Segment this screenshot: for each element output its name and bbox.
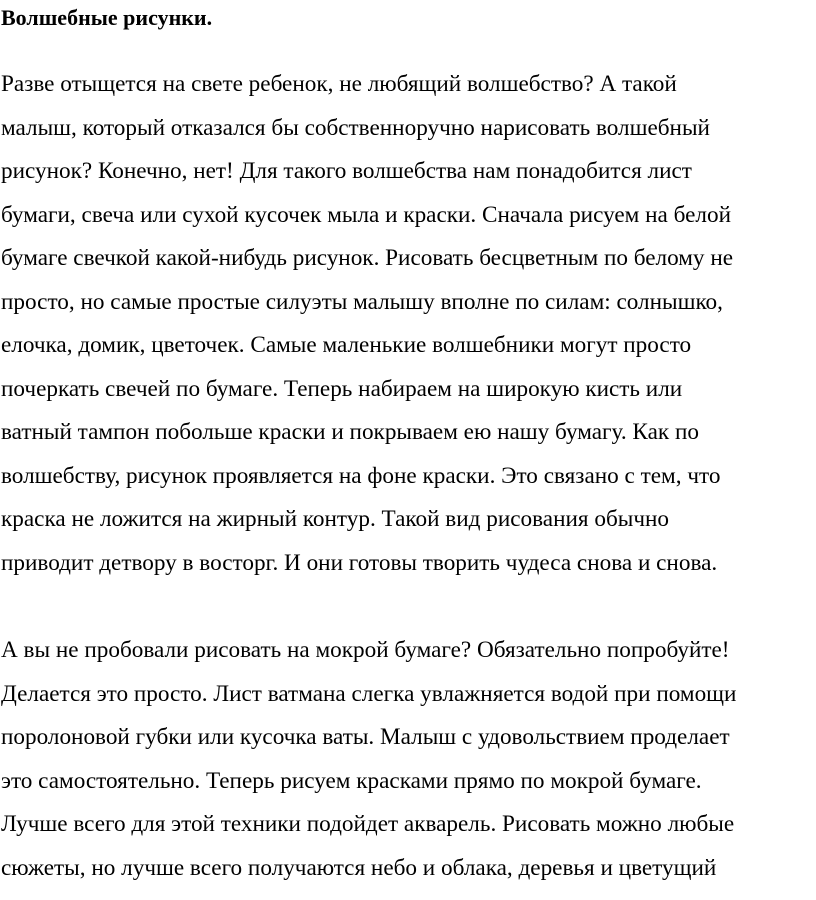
text-line: бумаге свечкой какой-нибудь рисунок. Рисовать бесцветным по белому не [1, 245, 734, 271]
text-line: Лучше всего для этой техники подойдет акварель. Рисовать можно любые [1, 811, 735, 837]
document-title: Волшебные рисунки. [1, 5, 213, 30]
text-line: Разве отыщется на свете ребенок, не любящий волшебство? А такой [1, 71, 677, 97]
text-line: А вы не пробовали рисовать на мокрой бумаге? Обязательно попробуйте! [1, 637, 730, 663]
text-line: рисунок? Конечно, нет! Для такого волшебства нам понадобится лист [1, 158, 692, 184]
text-line: бумаги, свеча или сухой кусочек мыла и краски. Сначала рисуем на белой [1, 201, 731, 228]
text-line: сюжеты, но лучше всего получаются небо и облака, деревья и цветущий [1, 854, 717, 881]
text-line: просто, но самые простые силуэты малышу вполне по силам: солнышко, [1, 288, 723, 315]
text-line: краска не ложится на жирный контур. Такой вид рисования обычно [1, 506, 669, 532]
text-line: волшебству, рисунок проявляется на фоне краски. Это связано с тем, что [1, 462, 721, 489]
text-line: почеркать свечей по бумаге. Теперь набираем на широкую кисть или [1, 375, 683, 402]
paragraph-2 [1, 629, 736, 890]
text-line: малыш, который отказался бы собственноручно нарисовать волшебный [1, 114, 710, 141]
text-line: приводит детвору в восторг. И они готовы творить чудеса снова и снова. [1, 549, 718, 576]
text-line: Делается это просто. Лист ватмана слегка увлажняется водой при помощи [1, 680, 737, 707]
text-line: ватный тампон побольше краски и покрываем ею нашу бумагу. Как по [1, 419, 699, 445]
text-line: поролоновой губки или кусочка ваты. Малыш с удовольствием проделает [1, 724, 730, 750]
paragraph-1 [1, 63, 733, 585]
text-line: это самостоятельно. Теперь рисуем красками прямо по мокрой бумаге. [1, 767, 702, 794]
text-line: елочка, домик, цветочек. Самые маленькие волшебники могут просто [1, 332, 692, 358]
